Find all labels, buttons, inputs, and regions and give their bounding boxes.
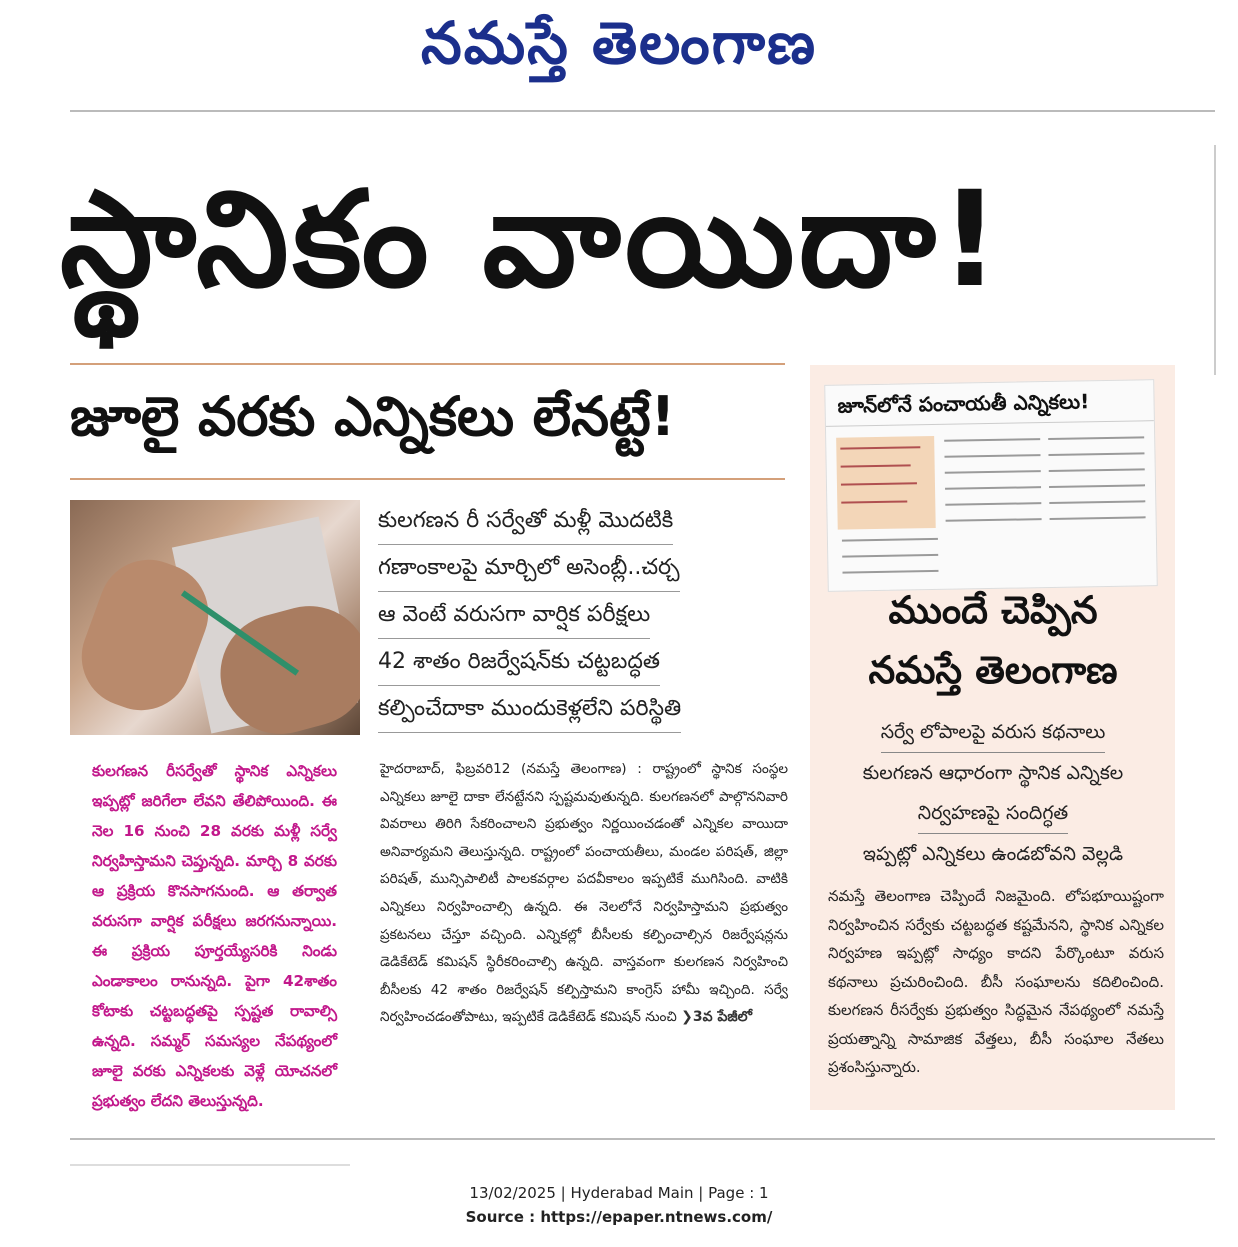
deck-line: కులగణన రీ సర్వేతో మళ్లీ మొదటికి [378,498,673,545]
sidebar-headline-line: ముందే చెప్పిన [888,588,1098,632]
clipping-title: జూన్‌లోనే పంచాయతీ ఎన్నికలు! [825,380,1154,427]
subheadline: జూలై వరకు ఎన్నికలు లేనట్టే! [70,385,676,448]
deck-line: గణాంకాలపై మార్చిలో అసెంబ్లీ..చర్చ [378,545,680,592]
article-text: హైదరాబాద్, ఫిబ్రవరి12 (నమస్తే తెలంగాణ) : రాష్ట్రంలో స్థానిక సంస్థల ఎన్నికలు జూలై దాకా లేనట్టేనని స్పష్టమవుతున్నది. కులగణనలో పాల్గొననివారి వివరాలు తిరిగి సేకరించాలని ప్రభుత్వం నిర్ణయించడంతో ఎన్నికల వాయిదా అనివార్యమని తెలుస్తున్నది. రాష్ట్రంలో పంచాయతీలు, మండల పరిషత్, జిల్లా పరిషత్, మున్సిపాలిటీ పాలకవర్గాల పదవీకాలం ఇప్పటికే ముగిసింది. వాటికి ఎన్నికలు నిర్వహించాల్సి ఉన్నది. ఈ నెలలోనే నిర్వహిస్తామని ప్రభుత్వం ప్రకటనలు చేస్తూ వచ్చింది. ఎన్నికల్లో బీసీలకు కల్పించాల్సిన రిజర్వేషన్లను డెడికేటెడ్ కమిషన్ స్థిరీకరించాల్సి ఉన్నది. వాస్తవంగా కులగణన నిర్వహించి బీసీలకు 42 శాతం రిజర్వేషన్ కల్పిస్తామని కాంగ్రెస్ హామీ ఇచ్చింది. సర్వే నిర్వహించడంతోపాటు, ఇప్పటికే డెడికేటెడ్ కమిషన్ నుంచి [380,761,788,1026]
deck-list [378,498,786,733]
clipping-line [1049,468,1145,472]
previous-article-clipping [824,379,1158,592]
sidebar-headline [812,580,1174,700]
clipping-line [842,538,938,542]
right-edge-rule [1214,145,1216,375]
clipping-line [1048,452,1144,456]
subhead-top-rule [70,363,785,365]
sidebar-deck: ఇప్పట్లో ఎన్నికలు ఉండబోవని వెల్లడి [862,843,1124,865]
clipping-line [1049,500,1145,504]
deck-line: 42 శాతం రిజర్వేషన్‌కు చట్టబద్ధత [378,639,660,686]
bottom-rule [70,1138,1215,1140]
clipping-line [1049,484,1145,488]
continued-marker[interactable]: ❯3వ పేజీలో [681,1009,753,1026]
clipping-line [1048,436,1144,440]
clipping-line [946,518,1042,522]
main-headline: స్థానికం వాయిదా! [60,163,1005,317]
clipping-line [944,454,1040,458]
top-rule [70,110,1215,112]
footer-date-edition: 13/02/2025 | Hyderabad Main | Page : 1 [469,1184,769,1202]
clipping-line [945,486,1041,490]
bottom-short-rule [70,1164,350,1166]
sidebar-decks [812,712,1174,874]
footer-source-link[interactable]: Source : https://epaper.ntnews.com/ [465,1208,773,1226]
clipping-line [842,570,938,574]
deck-line: కల్పించేదాకా ముందుకెళ్లలేని పరిస్థితి [378,686,681,733]
sidebar-deck: నిర్వహణపై సందిగ్ధత [918,793,1068,834]
sidebar-headline-line: నమస్తే తెలంగాణ [868,648,1118,692]
clipping-line [1050,516,1146,520]
clipping-line [945,470,1041,474]
clipping-line [842,554,938,558]
voting-ink-photo [70,500,360,735]
masthead-title: నమస్తే తెలంగాణ [421,9,817,77]
sidebar-body: నమస్తే తెలంగాణ చెప్పిందే నిజమైంది. లోపభూయిష్టంగా నిర్వహించిన సర్వేకు చట్టబద్ధత కష్టమేనని, స్థానిక ఎన్నికల నిర్వహణ ఇప్పట్లో సాధ్యం కాదని పేర్కొంటూ వరుస కథనాలు ప్రచురించింది. బీసీ సంఘాలను కదిలించింది. కులగణన రీసర్వేకు ప్రభుత్వం సిద్ధమైన నేపథ్యంలో నమస్తే ప్రయత్నాన్ని సామాజిక వేత్తలు, బీసీ సంఘాల నేతలు ప్రశంసిస్తున్నారు. [828,887,1164,1076]
deck-line: ఆ వెంటే వరుసగా వార్షిక పరీక్షలు [378,592,650,639]
sidebar-deck: కులగణన ఆధారంగా స్థానిక ఎన్నికల [862,762,1124,784]
summary-column: కులగణన రీసర్వేతో స్థానిక ఎన్నికలు ఇప్పట్లో జరిగేలా లేవని తేలిపోయింది. ఈ నెల 16 నుంచి 28 వరకు మళ్లీ సర్వే నిర్వహిస్తామని చెప్తున్నది. మార్చి 8 వరకు ఆ ప్రక్రియ కొనసాగనుంది. ఆ తర్వాత వరుసగా వార్షిక పరీక్షలు జరగనున్నాయి. ఈ ప్రక్రియ పూర్తయ్యేసరికి నిండు ఎండాకాలం రానున్నది. పైగా 42శాతం కోటాకు చట్టబద్ధతపై స్పష్టత రావాల్సి ఉన్నది. సమ్మర్ సమస్యల నేపథ్యంలో జూలై వరకు ఎన్నికలకు వెళ్లే యోచనలో ప్రభుత్వం లేదని తెలుస్తున్నది. [92,762,337,1110]
continued-label: 3వ పేజీలో [692,1009,753,1026]
clipping-line [944,438,1040,442]
subhead-bottom-rule [70,478,785,480]
sidebar-deck: సర్వే లోపాలపై వరుస కథనాలు [881,712,1106,753]
clipping-line [945,502,1041,506]
article-body [380,756,788,1032]
